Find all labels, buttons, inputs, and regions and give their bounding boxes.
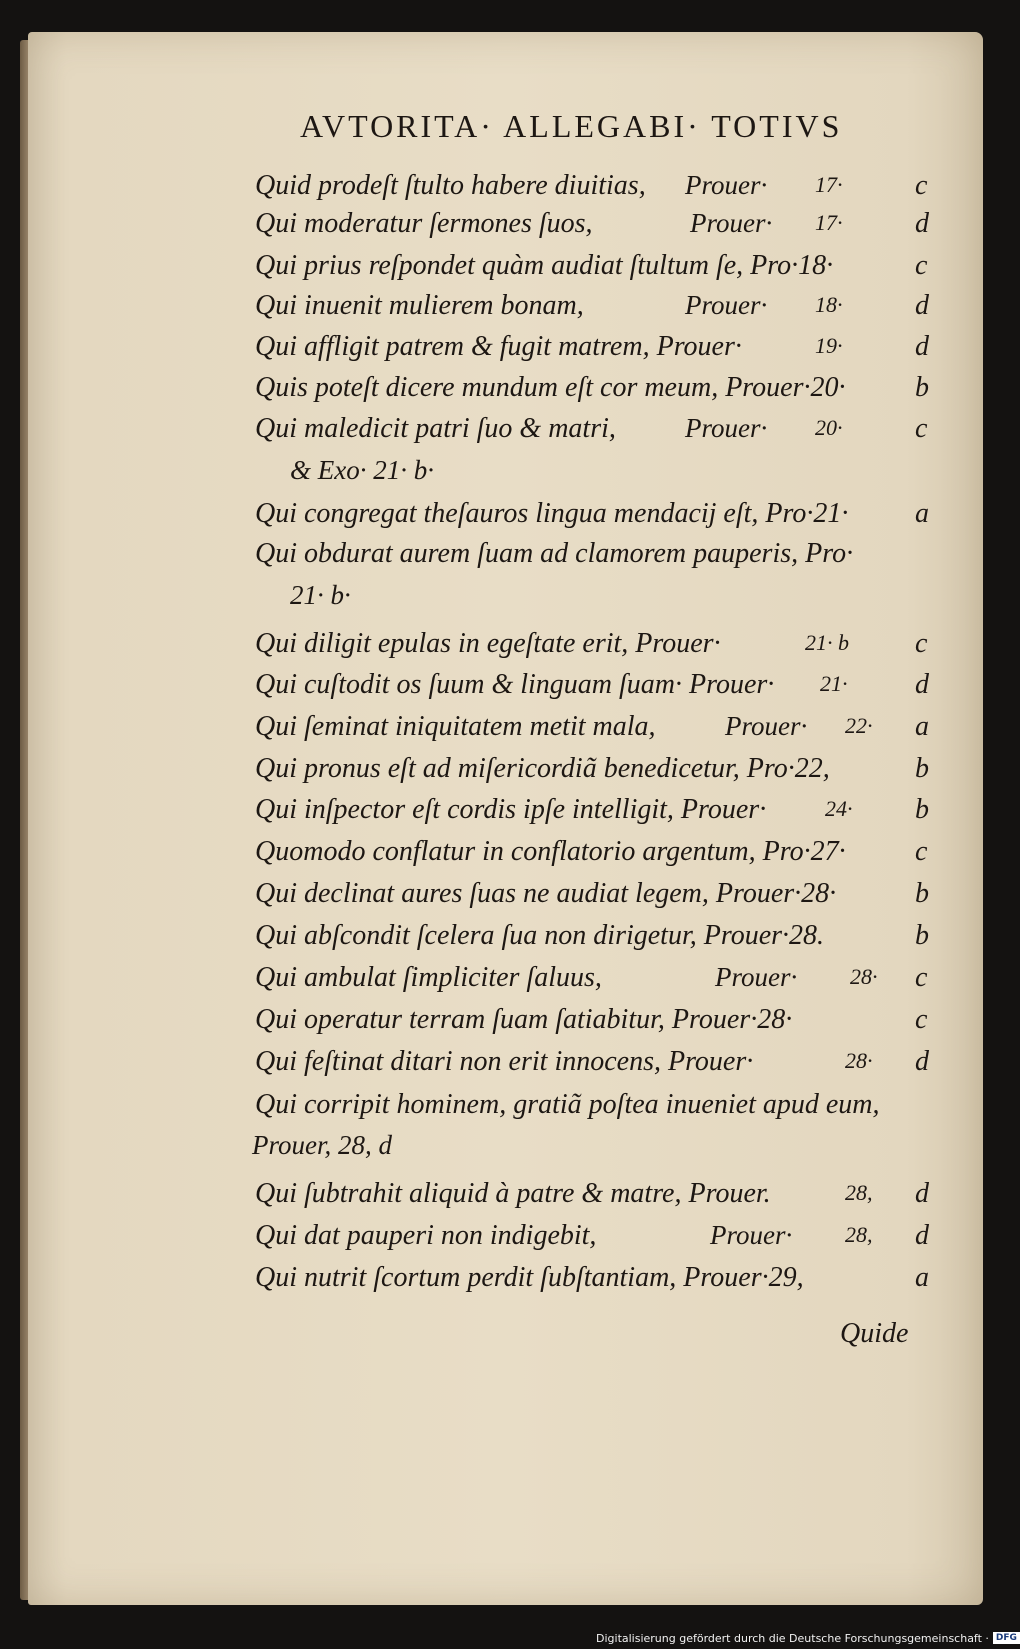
entry-section: c	[915, 1004, 928, 1035]
entry-text: Qui ſeminat iniquitatem metit mala,	[255, 711, 656, 742]
entry-chapter: 24·	[825, 796, 853, 821]
entry-text: Qui obdurat aurem ſuam ad clamorem pauperis, Pro·	[255, 538, 854, 569]
entry-text: Quis poteſt dicere mundum eſt cor meum, Prouer·20·	[255, 372, 846, 403]
index-entry	[255, 1004, 935, 1044]
entry-chapter: 20·	[815, 415, 843, 440]
entry-section: d	[915, 331, 929, 362]
entry-section: b	[915, 878, 929, 909]
index-entry	[255, 753, 935, 793]
entry-chapter: 21·	[820, 671, 848, 696]
entry-section: c	[915, 250, 928, 281]
index-entry	[255, 331, 935, 371]
index-entry	[255, 1178, 935, 1218]
entry-chapter: 28,	[845, 1180, 873, 1205]
entry-text: Qui abſcondit ſcelera ſua non dirigetur, Prouer·28.	[255, 920, 825, 951]
entry-book: Prouer·	[685, 170, 768, 200]
index-entry	[255, 290, 935, 330]
entry-section: c	[915, 413, 928, 444]
dfg-logo: DFG	[993, 1632, 1020, 1644]
entry-text: Qui declinat aures ſuas ne audiat legem, Prouer·28·	[255, 878, 837, 909]
entry-text: Qui nutrit ſcortum perdit ſubſtantiam, Prouer·29,	[255, 1262, 804, 1293]
entry-text: Qui congregat theſauros lingua mendacij eſt, Pro·21·	[255, 498, 849, 529]
entry-text: Qui feſtinat ditari non erit innocens, Prouer·	[255, 1046, 754, 1077]
entry-chapter: 18·	[815, 292, 843, 317]
entry-book: Prouer·	[685, 290, 768, 320]
index-entry	[255, 498, 935, 538]
index-entry	[255, 250, 935, 290]
entry-section: b	[915, 920, 929, 951]
entry-text: Qui ſubtrahit aliquid à patre & matre, Prouer.	[255, 1178, 771, 1209]
index-entry	[255, 413, 935, 453]
index-entry	[255, 1046, 935, 1086]
entry-section: a	[915, 498, 929, 529]
entry-text: Qui inſpector eſt cordis ipſe intelligit, Prouer·	[255, 794, 767, 825]
index-entry	[255, 372, 935, 412]
entry-section: d	[915, 1220, 929, 1251]
entry-text: Qui prius reſpondet quàm audiat ſtultum ſe, Pro·18·	[255, 250, 834, 281]
entry-text: Qui inuenit mulierem bonam,	[255, 290, 584, 321]
entry-section: d	[915, 1178, 929, 1209]
index-entry	[255, 1262, 935, 1302]
entry-text: Qui moderatur ſermones ſuos,	[255, 208, 593, 239]
index-entry	[255, 711, 935, 751]
index-entry	[255, 1089, 935, 1129]
entry-section: d	[915, 290, 929, 321]
entry-book: Prouer·	[715, 962, 798, 992]
index-entry	[255, 878, 935, 918]
index-entry	[255, 794, 935, 834]
entry-chapter: 28·	[845, 1048, 873, 1073]
entry-chapter: 22·	[845, 713, 873, 738]
index-entry	[255, 1220, 935, 1260]
entry-section: b	[915, 372, 929, 403]
entry-text: Qui dat pauperi non indigebit,	[255, 1220, 597, 1251]
index-entry	[255, 208, 935, 248]
entry-chapter: 17·	[815, 210, 843, 235]
index-entry	[255, 628, 935, 668]
entry-section: c	[915, 170, 928, 201]
entry-book: Prouer·	[725, 711, 808, 741]
entry-book: Prouer·	[690, 208, 773, 238]
entry-text: Qui cuſtodit os ſuum & linguam ſuam· Prouer·	[255, 669, 775, 700]
entry-section: c	[915, 962, 928, 993]
entry-chapter: 17·	[815, 172, 843, 197]
entry-text: Qui pronus eſt ad miſericordiã benedicetur, Pro·22,	[255, 753, 830, 784]
entry-section: c	[915, 628, 928, 659]
entry-chapter: 21· b	[805, 630, 849, 655]
entry-text: Qui ambulat ſimpliciter ſaluus,	[255, 962, 602, 993]
credit-text: Digitalisierung gefördert durch die Deutsche Forschungsgemeinschaft ·	[596, 1631, 989, 1645]
entry-chapter: 19·	[815, 333, 843, 358]
entry-continuation: Prouer, 28, d	[252, 1130, 392, 1160]
entry-text: Qui corripit hominem, gratiã poſtea inueniet apud eum,	[255, 1089, 880, 1120]
entry-text: Quid prodeſt ſtulto habere diuitias,	[255, 170, 646, 201]
running-header: AVTORITA· ALLEGABI· TOTIVS	[300, 108, 843, 144]
entry-book: Prouer·	[710, 1220, 793, 1250]
index-entry	[255, 669, 935, 709]
entry-section: d	[915, 208, 929, 239]
entry-text: Qui operatur terram ſuam ſatiabitur, Prouer·28·	[255, 1004, 793, 1035]
entry-chapter: 28·	[850, 964, 878, 989]
index-entry	[255, 962, 935, 1002]
digitization-credit	[596, 1630, 1017, 1646]
index-entry	[255, 836, 935, 876]
entry-book: Prouer·	[685, 413, 768, 443]
entry-text: Qui affligit patrem & fugit matrem, Prouer·	[255, 331, 742, 362]
entry-text: Qui diligit epulas in egeſtate erit, Prouer·	[255, 628, 721, 659]
entry-section: d	[915, 1046, 929, 1077]
entry-section: d	[915, 669, 929, 700]
entry-continuation: & Exo· 21· b·	[290, 455, 434, 485]
entry-section: a	[915, 711, 929, 742]
index-entry	[255, 538, 935, 578]
entry-continuation: 21· b·	[290, 580, 351, 610]
index-entry	[255, 920, 935, 960]
catchword: Quide	[840, 1318, 909, 1349]
entry-text: Qui maledicit patri ſuo & matri,	[255, 413, 616, 444]
entry-chapter: 28,	[845, 1222, 873, 1247]
entry-section: b	[915, 794, 929, 825]
entry-section: b	[915, 753, 929, 784]
entry-text: Quomodo conflatur in conflatorio argentum, Pro·27·	[255, 836, 846, 867]
entry-section: c	[915, 836, 928, 867]
index-entry	[255, 170, 935, 210]
entry-section: a	[915, 1262, 929, 1293]
